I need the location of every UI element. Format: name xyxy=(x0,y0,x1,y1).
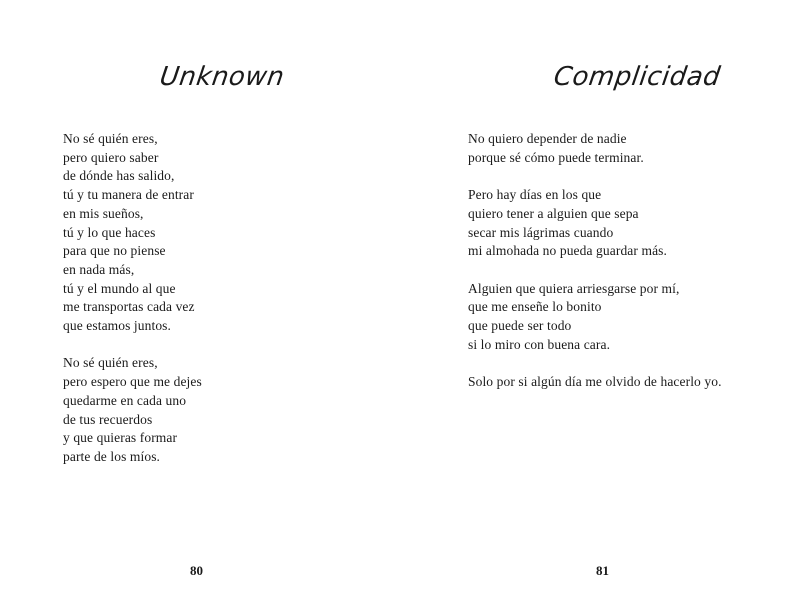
poem-line: quedarme en cada uno xyxy=(63,392,187,408)
stanza xyxy=(468,130,722,167)
poem-line: Solo por si algún día me olvido de hacerlo yo. xyxy=(468,374,722,390)
poem-body xyxy=(468,130,722,410)
poem-line: que me enseñe lo bonito xyxy=(468,299,602,315)
poem-line: y que quieras formar xyxy=(63,430,178,446)
poem-line: secar mis lágrimas cuando xyxy=(468,224,614,240)
poem-line: en nada más, xyxy=(63,261,135,277)
poem-line: de tus recuerdos xyxy=(63,411,153,427)
poem-line: si lo miro con buena cara. xyxy=(468,336,611,352)
poem-line: en mis sueños, xyxy=(63,205,144,221)
stanza xyxy=(63,130,202,336)
stanza xyxy=(63,354,202,466)
poem-line: No sé quién eres, xyxy=(63,355,158,371)
poem-line: me transportas cada vez xyxy=(63,299,195,315)
page-number: 80 xyxy=(190,563,203,578)
poem-line: mi almohada no pueda guardar más. xyxy=(468,243,667,259)
poem-line: No sé quién eres, xyxy=(63,131,158,146)
poem-line: quiero tener a alguien que sepa xyxy=(468,205,639,221)
poem-line: que puede ser todo xyxy=(468,318,572,333)
stanza xyxy=(468,373,722,392)
poem-body xyxy=(63,130,202,485)
poem-line: que estamos juntos. xyxy=(63,318,172,334)
stanza xyxy=(468,186,722,261)
poem-line: porque sé cómo puede terminar. xyxy=(468,149,644,165)
poem-line: para que no piense xyxy=(63,243,166,259)
poem-line: Pero hay días en los que xyxy=(468,187,602,203)
poem-line: Alguien que quiera arriesgarse por mí, xyxy=(468,280,680,296)
poem-line: tú y lo que haces xyxy=(63,224,156,240)
right-page xyxy=(400,0,800,609)
stanza xyxy=(468,280,722,355)
poem-line: tú y tu manera de entrar xyxy=(63,187,194,203)
poem-line: tú y el mundo al que xyxy=(63,280,176,296)
poem-line: No quiero depender de nadie xyxy=(468,131,627,146)
poem-title: Unknown xyxy=(157,62,287,92)
poem-title: Complicidad xyxy=(551,62,723,92)
poem-line: pero quiero saber xyxy=(63,149,159,165)
poem-line: pero espero que me dejes xyxy=(63,374,202,390)
poem-line: parte de los míos. xyxy=(63,448,161,464)
poem-line: de dónde has salido, xyxy=(63,168,175,184)
page-number: 81 xyxy=(596,563,609,578)
